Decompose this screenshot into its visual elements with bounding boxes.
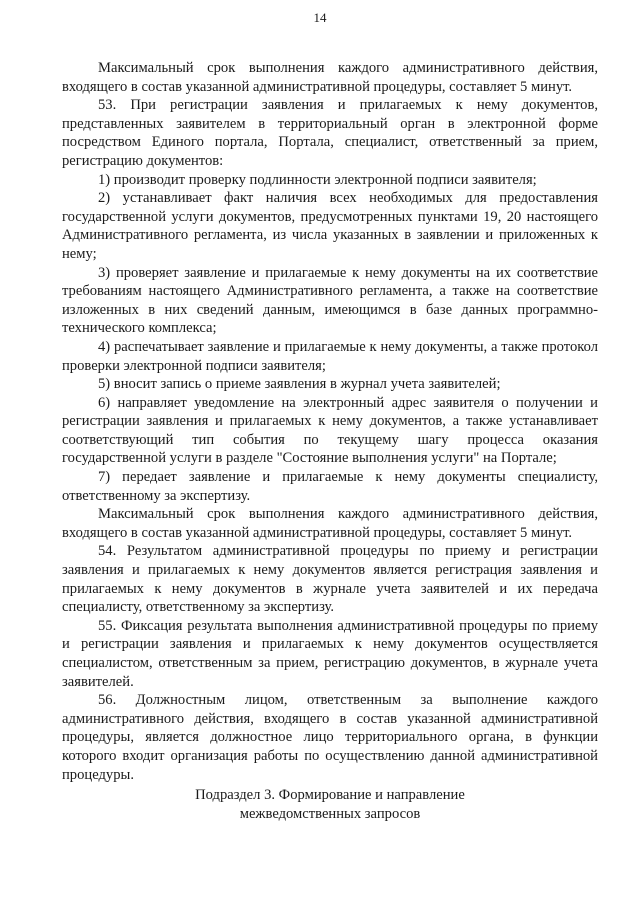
list-item-7: 7) передает заявление и прилагаемые к нему документы специалисту, ответственному за экспертизу.	[62, 469, 598, 504]
document-body	[62, 59, 598, 784]
list-item-3: 3) проверяет заявление и прилагаемые к нему документы на их соответствие требованиям настоящего Административного регламента, а также на соответствие изложенных в них сведений данным, имеющимся в базе данных программно-технического комплекса;	[62, 264, 598, 337]
paragraph-53: 53. При регистрации заявления и прилагаемых к нему документов, представленных заявителем в территориальный орган в электронной форме посредством Единого портала, Портала, специалист, ответственный за прием, регистрацию документов:	[62, 97, 598, 169]
list-item-5: 5) вносит запись о приеме заявления в журнал учета заявителей;	[98, 376, 501, 393]
paragraph-max-time-2: Максимальный срок выполнения каждого административного действия, входящего в состав указанной административной процедуры, составляет 5 минут.	[62, 506, 598, 541]
subsection-heading-line-2: межведомственных запросов	[239, 805, 421, 822]
subsection-heading-line-1: Подраздел 3. Формирование и направление	[195, 787, 465, 803]
list-item-6: 6) направляет уведомление на электронный адрес заявителя о получении и регистрации заявления и прилагаемых к нему документов, а также устанавливает соответствующий тип события по текущему шагу процесса оказания государственной услуги в разделе "Состояние выполнения услуги" на Портале;	[62, 394, 598, 467]
paragraph-55: 55. Фиксация результата выполнения административной процедуры по приему и регистрации заявления и прилагаемых к нему документов осуществляется специалистом, ответственным за прием, регистрацию документов, в журнале учета заявителей.	[62, 617, 598, 690]
page-number: 14	[313, 10, 327, 25]
subsection-heading	[62, 786, 598, 823]
list-item-2: 2) устанавливает факт наличия всех необходимых для предоставления государственной услуги документов, предусмотренных пунктами 19, 20 настоящего Административного регламента, из числа указанных в заявлении и приложенных к нему;	[62, 190, 598, 262]
list-item-4: 4) распечатывает заявление и прилагаемые к нему документы, а также протокол проверки электронной подписи заявителя;	[62, 338, 598, 374]
paragraph-56: 56. Должностным лицом, ответственным за выполнение каждого административного действия, входящего в состав указанной административной процедуры, является должностное лицо территориального органа, в функции которого входит организация работы по осуществлению данной административной процедуры.	[62, 692, 598, 783]
paragraph-54: 54. Результатом административной процедуры по приему и регистрации заявления и прилагаемых к нему документов является регистрация заявления и прилагаемых к нему документов в журнале учета заявителей и их передача специалисту, ответственному за экспертизу.	[62, 543, 598, 616]
paragraph-max-time-1: Максимальный срок выполнения каждого административного действия, входящего в состав указанной административной процедуры, составляет 5 минут.	[62, 60, 598, 95]
list-item-1: 1) производит проверку подлинности электронной подписи заявителя;	[98, 171, 537, 188]
